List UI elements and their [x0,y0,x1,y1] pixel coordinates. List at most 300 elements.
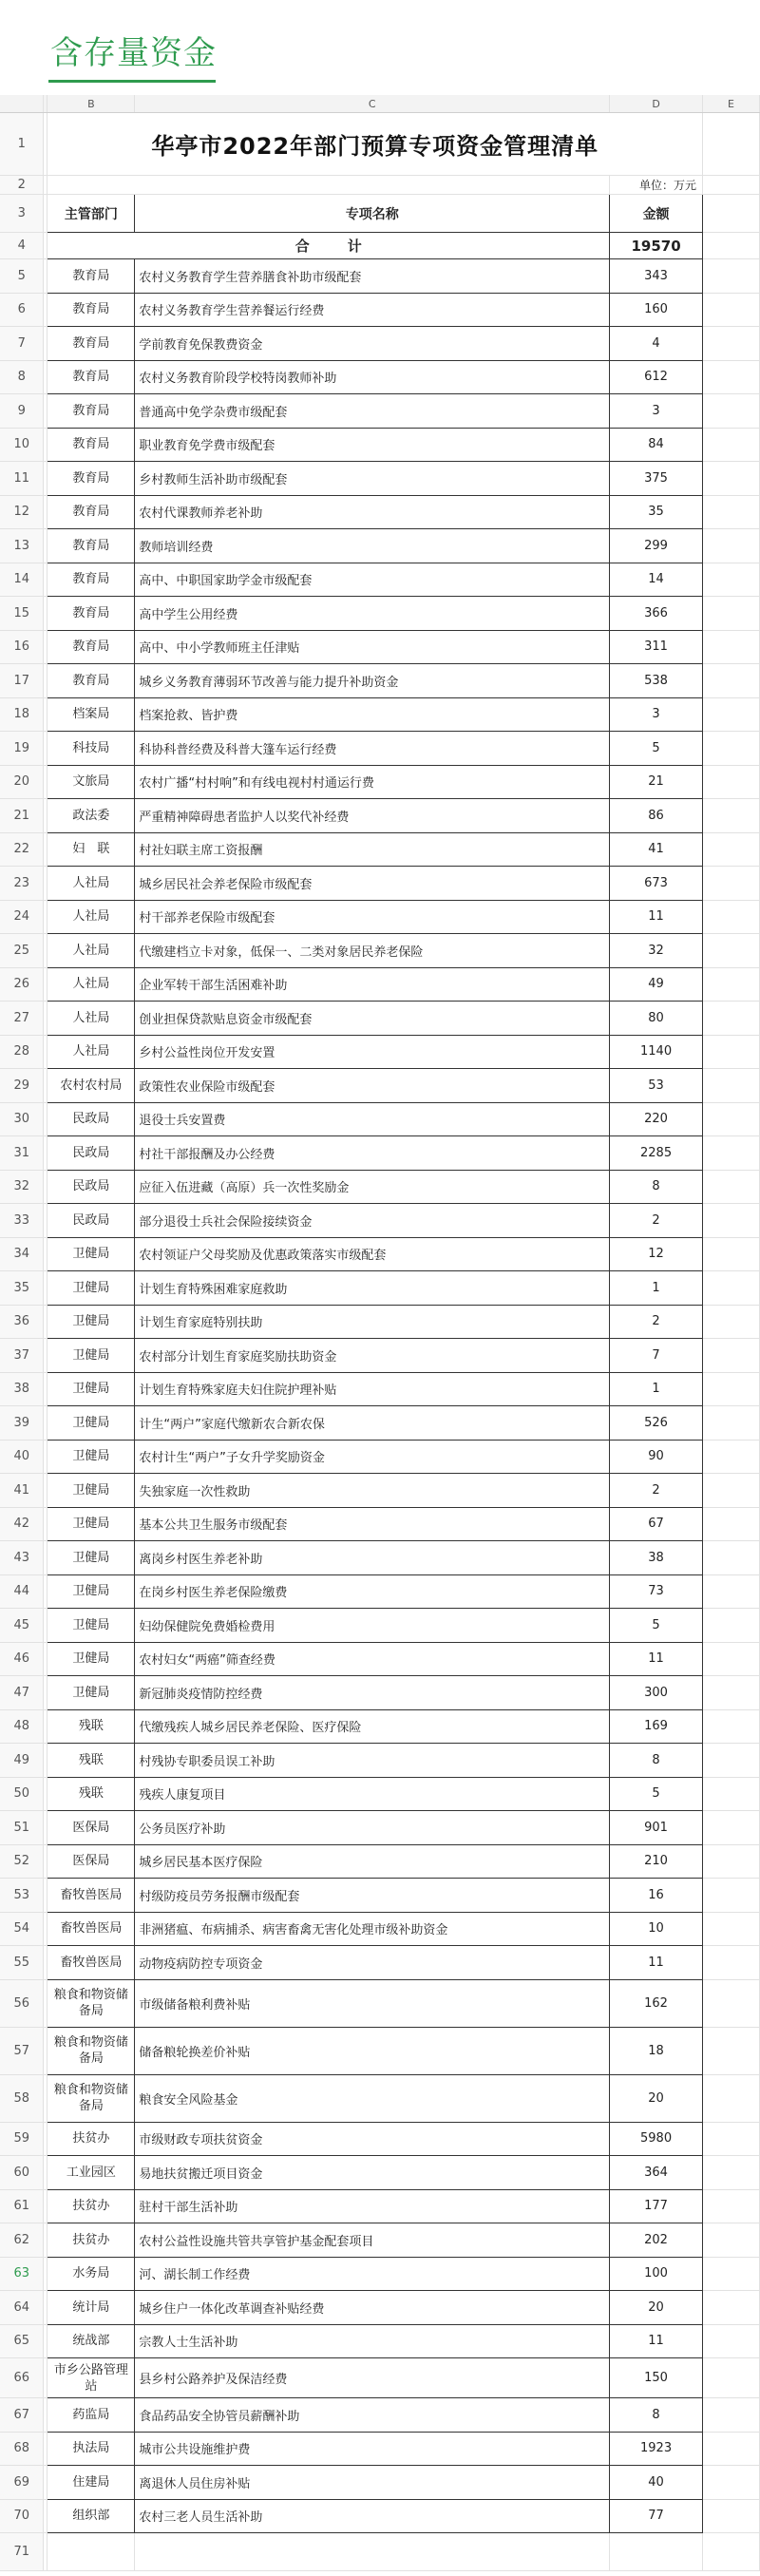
amount-cell[interactable]: 16 [610,1879,703,1913]
project-name-cell[interactable]: 宗教人士生活补助 [135,2324,610,2358]
cell[interactable] [703,697,760,732]
dept-cell[interactable]: 教育局 [48,428,135,462]
amount-cell[interactable]: 5980 [610,2122,703,2156]
cell[interactable] [703,832,760,867]
row-number[interactable]: 8 [0,360,44,394]
cell[interactable] [703,2257,760,2291]
cell[interactable] [703,113,760,176]
dept-cell[interactable]: 人社局 [48,900,135,934]
amount-cell[interactable]: 11 [610,1946,703,1980]
dept-cell[interactable]: 人社局 [48,1035,135,1069]
amount-cell[interactable]: 67 [610,1507,703,1541]
dept-cell[interactable]: 水务局 [48,2257,135,2291]
cell[interactable] [703,176,760,195]
dept-cell[interactable]: 教育局 [48,563,135,597]
amount-cell[interactable]: 311 [610,630,703,664]
project-name-cell[interactable]: 易地扶贫搬迁项目资金 [135,2156,610,2190]
row-number[interactable]: 42 [0,1507,44,1541]
row-number[interactable]: 62 [0,2223,44,2258]
row-number[interactable]: 9 [0,394,44,429]
cell[interactable] [703,1372,760,1406]
row-number[interactable]: 21 [0,799,44,833]
dept-cell[interactable]: 卫健局 [48,1237,135,1271]
project-name-cell[interactable]: 高中学生公用经费 [135,597,610,631]
spreadsheet[interactable] [0,95,760,2571]
project-name-cell[interactable]: 教师培训经费 [135,529,610,563]
row-number[interactable]: 7 [0,327,44,361]
row-number[interactable]: 14 [0,563,44,597]
cell[interactable] [703,1642,760,1676]
amount-cell[interactable]: 150 [610,2358,703,2398]
select-all-corner[interactable] [0,95,44,113]
cell[interactable] [703,2189,760,2223]
project-name-cell[interactable]: 计划生育特殊家庭夫妇住院护理补贴 [135,1372,610,1406]
cell[interactable] [703,799,760,833]
project-name-cell[interactable]: 严重精神障碍患者监护人以奖代补经费 [135,799,610,833]
dept-cell[interactable]: 卫健局 [48,1271,135,1306]
row-number[interactable]: 52 [0,1844,44,1879]
cell[interactable] [703,495,760,529]
amount-cell[interactable]: 160 [610,293,703,327]
cell[interactable] [703,2122,760,2156]
row-number[interactable]: 40 [0,1440,44,1474]
project-name-cell[interactable]: 代缴建档立卡对象，低保一、二类对象居民养老保险 [135,934,610,968]
cell[interactable] [703,934,760,968]
dept-cell[interactable]: 畜牧兽医局 [48,1946,135,1980]
project-name-cell[interactable]: 乡村教师生活补助市级配套 [135,462,610,496]
row-number[interactable]: 41 [0,1474,44,1508]
row-number[interactable]: 55 [0,1946,44,1980]
row-number[interactable]: 20 [0,765,44,799]
project-name-cell[interactable]: 退役士兵安置费 [135,1102,610,1136]
project-name-cell[interactable]: 非洲猪瘟、布病捕杀、病害畜禽无害化处理市级补助资金 [135,1912,610,1946]
row-number[interactable]: 22 [0,832,44,867]
project-name-cell[interactable]: 农村三老人员生活补助 [135,2499,610,2533]
dept-cell[interactable]: 教育局 [48,597,135,631]
cell[interactable] [703,2466,760,2500]
cell[interactable] [703,428,760,462]
cell[interactable] [703,1709,760,1744]
cell[interactable] [703,462,760,496]
row-number[interactable]: 24 [0,900,44,934]
project-name-cell[interactable]: 城乡义务教育薄弱环节改善与能力提升补助资金 [135,664,610,698]
row-number[interactable]: 36 [0,1305,44,1339]
row-number[interactable]: 68 [0,2432,44,2466]
row-number[interactable]: 65 [0,2324,44,2358]
amount-cell[interactable]: 8 [610,1744,703,1778]
amount-cell[interactable]: 35 [610,495,703,529]
header-dept[interactable]: 主管部门 [48,195,135,233]
row-number[interactable]: 48 [0,1709,44,1744]
amount-cell[interactable]: 20 [610,2291,703,2325]
cell[interactable] [703,765,760,799]
dept-cell[interactable]: 卫健局 [48,1574,135,1609]
project-name-cell[interactable]: 粮食安全风险基金 [135,2074,610,2122]
dept-cell[interactable]: 政法委 [48,799,135,833]
project-name-cell[interactable]: 农村义务教育学生营养餐运行经费 [135,293,610,327]
project-name-cell[interactable]: 村社干部报酬及办公经费 [135,1136,610,1171]
amount-cell[interactable]: 5 [610,1609,703,1643]
project-name-cell[interactable]: 普通高中免学杂费市级配套 [135,394,610,429]
row-number[interactable]: 30 [0,1102,44,1136]
row-number[interactable]: 66 [0,2358,44,2398]
amount-cell[interactable]: 300 [610,1676,703,1710]
cell[interactable] [703,2223,760,2258]
project-name-cell[interactable]: 乡村公益性岗位开发安置 [135,1035,610,1069]
row-number[interactable]: 61 [0,2189,44,2223]
amount-cell[interactable]: 86 [610,799,703,833]
amount-cell[interactable]: 7 [610,1339,703,1373]
row-number[interactable]: 67 [0,2398,44,2433]
project-name-cell[interactable]: 基本公共卫生服务市级配套 [135,1507,610,1541]
dept-cell[interactable]: 卫健局 [48,1406,135,1441]
amount-cell[interactable]: 343 [610,259,703,294]
cell[interactable] [703,2324,760,2358]
project-name-cell[interactable]: 妇幼保健院免费婚检费用 [135,1609,610,1643]
amount-cell[interactable]: 1923 [610,2432,703,2466]
project-name-cell[interactable]: 农村妇女“两癌”筛查经费 [135,1642,610,1676]
dept-cell[interactable]: 统计局 [48,2291,135,2325]
amount-cell[interactable]: 53 [610,1069,703,1103]
row-number[interactable]: 13 [0,529,44,563]
amount-cell[interactable]: 3 [610,394,703,429]
total-amount[interactable]: 19570 [610,233,703,259]
cell[interactable] [703,1069,760,1103]
row-number[interactable]: 58 [0,2074,44,2122]
dept-cell[interactable]: 工业园区 [48,2156,135,2190]
cell[interactable] [703,1912,760,1946]
project-name-cell[interactable]: 村社妇联主席工资报酬 [135,832,610,867]
cell[interactable] [703,1035,760,1069]
row-number[interactable]: 17 [0,664,44,698]
amount-cell[interactable]: 10 [610,1912,703,1946]
dept-cell[interactable]: 残联 [48,1777,135,1811]
cell[interactable] [703,293,760,327]
dept-cell[interactable]: 人社局 [48,1002,135,1036]
amount-cell[interactable]: 90 [610,1440,703,1474]
amount-cell[interactable]: 3 [610,697,703,732]
cell[interactable] [703,1744,760,1778]
amount-cell[interactable]: 38 [610,1541,703,1575]
row-number[interactable]: 51 [0,1811,44,1845]
amount-cell[interactable]: 1140 [610,1035,703,1069]
row-number[interactable]: 19 [0,732,44,766]
sheet-title[interactable]: 华亭市2022年部门预算专项资金管理清单 [48,113,703,176]
amount-cell[interactable]: 49 [610,967,703,1002]
cell[interactable] [703,1879,760,1913]
amount-cell[interactable]: 538 [610,664,703,698]
amount-cell[interactable]: 8 [610,1170,703,1204]
row-number[interactable]: 25 [0,934,44,968]
cell[interactable] [703,1406,760,1441]
amount-cell[interactable]: 14 [610,563,703,597]
cell[interactable] [703,1609,760,1643]
project-name-cell[interactable]: 学前教育免保教费资金 [135,327,610,361]
cell[interactable] [703,597,760,631]
amount-cell[interactable]: 11 [610,2324,703,2358]
cell[interactable] [703,259,760,294]
project-name-cell[interactable]: 离退休人员住房补贴 [135,2466,610,2500]
dept-cell[interactable]: 医保局 [48,1844,135,1879]
row-number[interactable]: 54 [0,1912,44,1946]
total-label[interactable]: 合计 [48,233,610,259]
cell[interactable] [703,630,760,664]
project-name-cell[interactable]: 档案抢救、皆护费 [135,697,610,732]
cell[interactable] [703,1844,760,1879]
column-header-e[interactable]: E [703,95,760,113]
cell[interactable] [703,1237,760,1271]
row-number[interactable]: 31 [0,1136,44,1171]
row-number[interactable]: 49 [0,1744,44,1778]
row-number[interactable]: 23 [0,867,44,901]
dept-cell[interactable]: 民政局 [48,1136,135,1171]
project-name-cell[interactable]: 城乡居民基本医疗保险 [135,1844,610,1879]
row-number[interactable]: 1 [0,113,44,176]
dept-cell[interactable]: 畜牧兽医局 [48,1879,135,1913]
amount-cell[interactable]: 1 [610,1372,703,1406]
project-name-cell[interactable]: 农村义务教育学生营养膳食补助市级配套 [135,259,610,294]
row-number[interactable]: 34 [0,1237,44,1271]
amount-cell[interactable]: 100 [610,2257,703,2291]
row-number[interactable]: 4 [0,233,44,259]
cell[interactable] [703,1136,760,1171]
cell[interactable] [703,1339,760,1373]
cell[interactable] [703,2398,760,2433]
project-name-cell[interactable]: 科协科普经费及科普大篷车运行经费 [135,732,610,766]
dept-cell[interactable]: 妇 联 [48,832,135,867]
amount-cell[interactable]: 4 [610,327,703,361]
amount-cell[interactable]: 32 [610,934,703,968]
row-number[interactable]: 35 [0,1271,44,1306]
cell[interactable] [703,360,760,394]
project-name-cell[interactable]: 职业教育免学费市级配套 [135,428,610,462]
dept-cell[interactable]: 民政局 [48,1204,135,1238]
dept-cell[interactable]: 农村农村局 [48,1069,135,1103]
dept-cell[interactable]: 教育局 [48,360,135,394]
project-name-cell[interactable]: 农村广播“村村响”和有线电视村村通运行费 [135,765,610,799]
row-number[interactable]: 50 [0,1777,44,1811]
row-number[interactable]: 56 [0,1979,44,2027]
project-name-cell[interactable]: 创业担保贷款贴息资金市级配套 [135,1002,610,1036]
cell[interactable] [703,2156,760,2190]
project-name-cell[interactable]: 城市公共设施维护费 [135,2432,610,2466]
project-name-cell[interactable]: 应征入伍进藏（高原）兵一次性奖励金 [135,1170,610,1204]
cell[interactable] [610,2533,703,2571]
dept-cell[interactable]: 教育局 [48,394,135,429]
dept-cell[interactable]: 民政局 [48,1102,135,1136]
dept-cell[interactable]: 人社局 [48,867,135,901]
header-name[interactable]: 专项名称 [135,195,610,233]
amount-cell[interactable]: 41 [610,832,703,867]
row-number[interactable]: 57 [0,2027,44,2074]
project-name-cell[interactable]: 部分退役士兵社会保险接续资金 [135,1204,610,1238]
row-number[interactable]: 28 [0,1035,44,1069]
dept-cell[interactable]: 畜牧兽医局 [48,1912,135,1946]
cell[interactable] [703,2499,760,2533]
project-name-cell[interactable]: 村干部养老保险市级配套 [135,900,610,934]
project-name-cell[interactable]: 离岗乡村医生养老补助 [135,1541,610,1575]
project-name-cell[interactable]: 农村公益性设施共管共享管护基金配套项目 [135,2223,610,2258]
row-number[interactable]: 46 [0,1642,44,1676]
dept-cell[interactable]: 卫健局 [48,1474,135,1508]
row-number[interactable]: 63 [0,2257,44,2291]
cell[interactable] [703,2533,760,2571]
row-number[interactable]: 64 [0,2291,44,2325]
amount-cell[interactable]: 12 [610,1237,703,1271]
amount-cell[interactable]: 5 [610,1777,703,1811]
amount-cell[interactable]: 40 [610,2466,703,2500]
project-name-cell[interactable]: 城乡住户一体化改革调查补贴经费 [135,2291,610,2325]
amount-cell[interactable]: 11 [610,1642,703,1676]
amount-cell[interactable]: 526 [610,1406,703,1441]
project-name-cell[interactable]: 新冠肺炎疫情防控经费 [135,1676,610,1710]
amount-cell[interactable]: 364 [610,2156,703,2190]
cell[interactable] [48,2533,135,2571]
row-number[interactable]: 69 [0,2466,44,2500]
dept-cell[interactable]: 卫健局 [48,1676,135,1710]
row-number[interactable]: 18 [0,697,44,732]
amount-cell[interactable]: 73 [610,1574,703,1609]
row-number[interactable]: 2 [0,176,44,195]
cell[interactable] [703,1271,760,1306]
unit-label[interactable]: 单位：万元 [610,176,703,195]
amount-cell[interactable]: 375 [610,462,703,496]
cell[interactable] [703,394,760,429]
amount-cell[interactable]: 21 [610,765,703,799]
project-name-cell[interactable]: 农村领证户父母奖励及优惠政策落实市级配套 [135,1237,610,1271]
cell[interactable] [703,1507,760,1541]
cell[interactable] [703,1541,760,1575]
project-name-cell[interactable]: 农村部分计划生育家庭奖励扶助资金 [135,1339,610,1373]
amount-cell[interactable]: 1 [610,1271,703,1306]
row-number[interactable]: 10 [0,428,44,462]
row-number[interactable]: 43 [0,1541,44,1575]
dept-cell[interactable]: 人社局 [48,967,135,1002]
cell[interactable] [703,2027,760,2074]
amount-cell[interactable]: 2 [610,1305,703,1339]
dept-cell[interactable]: 粮食和物资储备局 [48,2074,135,2122]
row-number[interactable]: 12 [0,495,44,529]
cell[interactable] [703,1102,760,1136]
row-number[interactable]: 60 [0,2156,44,2190]
dept-cell[interactable]: 扶贫办 [48,2223,135,2258]
project-name-cell[interactable]: 市级储备粮利费补贴 [135,1979,610,2027]
row-number[interactable]: 27 [0,1002,44,1036]
row-number[interactable]: 3 [0,195,44,233]
row-number[interactable]: 32 [0,1170,44,1204]
dept-cell[interactable]: 住建局 [48,2466,135,2500]
row-number[interactable]: 29 [0,1069,44,1103]
cell[interactable] [703,1676,760,1710]
project-name-cell[interactable]: 农村代课教师养老补助 [135,495,610,529]
amount-cell[interactable]: 8 [610,2398,703,2433]
dept-cell[interactable]: 医保局 [48,1811,135,1845]
dept-cell[interactable]: 教育局 [48,529,135,563]
amount-cell[interactable]: 162 [610,1979,703,2027]
cell[interactable] [703,563,760,597]
column-header-b[interactable]: B [48,95,135,113]
amount-cell[interactable]: 177 [610,2189,703,2223]
dept-cell[interactable]: 档案局 [48,697,135,732]
amount-cell[interactable]: 5 [610,732,703,766]
amount-cell[interactable]: 366 [610,597,703,631]
dept-cell[interactable]: 药监局 [48,2398,135,2433]
amount-cell[interactable]: 220 [610,1102,703,1136]
column-header-c[interactable]: C [135,95,610,113]
row-number[interactable]: 38 [0,1372,44,1406]
cell[interactable] [703,2358,760,2398]
project-name-cell[interactable]: 县乡村公路养护及保洁经费 [135,2358,610,2398]
dept-cell[interactable]: 卫健局 [48,1440,135,1474]
project-name-cell[interactable]: 政策性农业保险市级配套 [135,1069,610,1103]
cell[interactable] [703,1002,760,1036]
row-number[interactable]: 11 [0,462,44,496]
row-number[interactable]: 37 [0,1339,44,1373]
amount-cell[interactable]: 673 [610,867,703,901]
dept-cell[interactable]: 残联 [48,1709,135,1744]
cell[interactable] [703,900,760,934]
amount-cell[interactable]: 612 [610,360,703,394]
row-number[interactable]: 44 [0,1574,44,1609]
dept-cell[interactable]: 文旅局 [48,765,135,799]
cell[interactable] [703,1204,760,1238]
cell[interactable] [703,327,760,361]
column-header-d[interactable]: D [610,95,703,113]
cell[interactable] [703,1946,760,1980]
cell[interactable] [703,1777,760,1811]
amount-cell[interactable]: 299 [610,529,703,563]
project-name-cell[interactable]: 计生“两户”家庭代缴新农合新农保 [135,1406,610,1441]
row-number[interactable]: 33 [0,1204,44,1238]
project-name-cell[interactable]: 企业军转干部生活困难补助 [135,967,610,1002]
amount-cell[interactable]: 20 [610,2074,703,2122]
dept-cell[interactable]: 粮食和物资储备局 [48,1979,135,2027]
dept-cell[interactable]: 残联 [48,1744,135,1778]
amount-cell[interactable]: 202 [610,2223,703,2258]
dept-cell[interactable]: 扶贫办 [48,2189,135,2223]
row-number[interactable]: 47 [0,1676,44,1710]
row-number[interactable]: 6 [0,293,44,327]
project-name-cell[interactable]: 村残协专职委员误工补助 [135,1744,610,1778]
amount-cell[interactable]: 2 [610,1474,703,1508]
project-name-cell[interactable]: 动物疫病防控专项资金 [135,1946,610,1980]
dept-cell[interactable]: 教育局 [48,495,135,529]
project-name-cell[interactable]: 高中、中职国家助学金市级配套 [135,563,610,597]
cell[interactable] [703,1305,760,1339]
cell[interactable] [703,1811,760,1845]
project-name-cell[interactable]: 在岗乡村医生养老保险缴费 [135,1574,610,1609]
project-name-cell[interactable]: 代缴残疾人城乡居民养老保险、医疗保险 [135,1709,610,1744]
cell[interactable] [703,867,760,901]
row-number[interactable]: 71 [0,2533,44,2571]
cell[interactable] [703,2432,760,2466]
project-name-cell[interactable]: 残疾人康复项目 [135,1777,610,1811]
project-name-cell[interactable]: 计划生育家庭特别扶助 [135,1305,610,1339]
cell[interactable] [703,967,760,1002]
cell[interactable] [703,529,760,563]
row-number[interactable]: 15 [0,597,44,631]
amount-cell[interactable]: 2285 [610,1136,703,1171]
amount-cell[interactable]: 77 [610,2499,703,2533]
dept-cell[interactable]: 卫健局 [48,1609,135,1643]
cell[interactable] [703,1979,760,2027]
cell[interactable] [703,1440,760,1474]
dept-cell[interactable]: 统战部 [48,2324,135,2358]
dept-cell[interactable]: 教育局 [48,259,135,294]
amount-cell[interactable]: 84 [610,428,703,462]
dept-cell[interactable]: 粮食和物资储备局 [48,2027,135,2074]
row-number[interactable]: 26 [0,967,44,1002]
